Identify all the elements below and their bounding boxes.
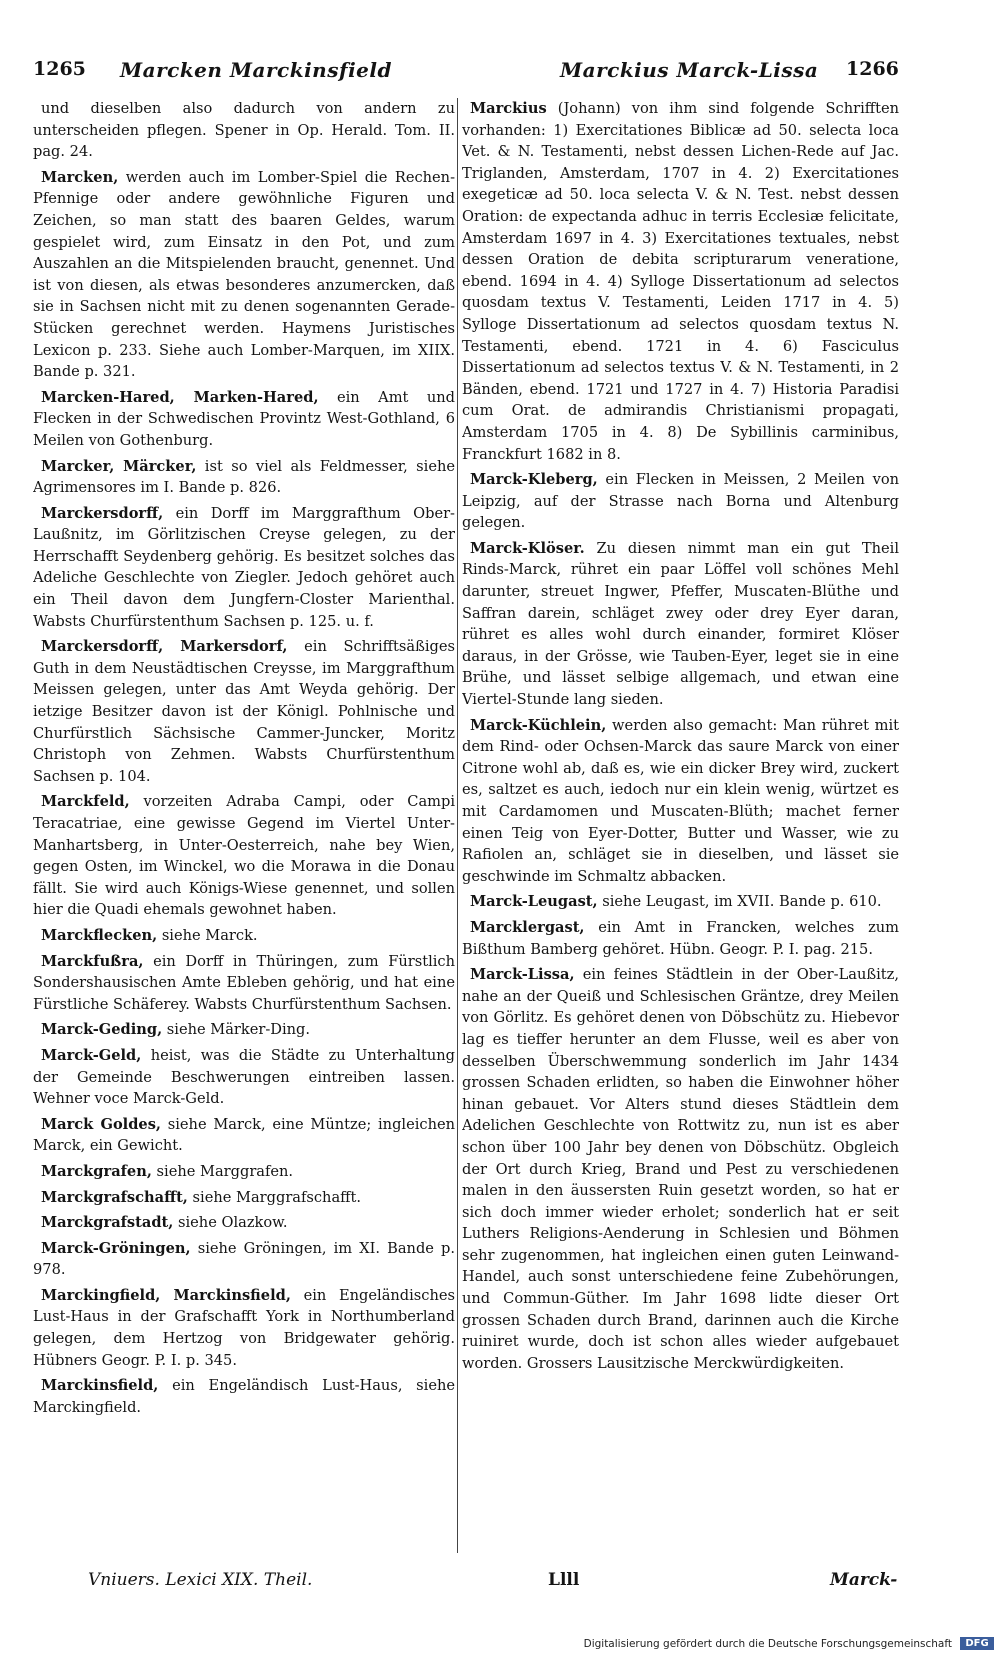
entry-text: ein Dorff im Marggrafthum Ober-Laußnitz, im Görlitzischen Creyse gelegen, zu der Herrschafft Seydenberg gehörig. Es besitzet solches das Adeliche Geschlechte von Ziegler. Jedoch gehöret auch ein Theil davon dem Jungfern-Closter Marienthal. Wabsts Churfürstenthum Sachsen p. 125. u. f. [33, 504, 455, 630]
dictionary-entry [33, 167, 455, 383]
dictionary-entry [33, 1212, 455, 1234]
column-divider [457, 98, 458, 1553]
entry-lemma: Marck Goldes, [41, 1115, 162, 1133]
footer-signature: Llll [548, 1570, 580, 1590]
entry-text: ein Engeländisch Lust-Haus, siehe Marckingfield. [33, 1377, 455, 1416]
entry-text: siehe Leugast, im XVII. Bande p. 610. [602, 893, 882, 911]
dictionary-entry [462, 964, 899, 1374]
entry-text: siehe Olazkow. [178, 1214, 288, 1232]
entry-text: vorzeiten Adraba Campi, oder Campi Teracatriae, eine gewisse Gegend im Viertel Unter-Manhartsberg, in Unter-Oesterreich, nahe bey Wien, gegen Osten, im Winckel, wo die Morawa in die Donau fällt. Sie wird auch Königs-Wiese genennet, und sollen hier die Quadi ehemals gewohnet haben. [33, 793, 455, 919]
entry-text: ein Flecken in Meissen, 2 Meilen von Leipzig, auf der Strasse nach Borna und Altenburg gelegen. [462, 471, 899, 532]
entry-lemma: Marcken-Hared, Marken-Hared, [41, 388, 319, 406]
entry-text: heist, was die Städte zu Unterhaltung der Gemeinde Beschwerungen eintreiben lassen. Wehner voce Marck-Geld. [33, 1046, 455, 1108]
entry-text: siehe Märker-Ding. [166, 1021, 311, 1039]
dictionary-entry [462, 917, 899, 960]
entry-lemma: Marckgrafstadt, [41, 1214, 174, 1232]
dictionary-entry [33, 1187, 455, 1209]
entry-text: werden also gemacht: Man rühret mit dem Rind- oder Ochsen-Marck das saure Marck von einer Citrone wohl ab, daß es, wie ein dicker Brey wird, zuckert es, saltzet es auch, iedoch nur ein klein wenig, würtzet es mit Cardamomen und Muscaten-Blüth; machet ferner einen Teig von Eyer-Dotter, Butter und Wasser, wie zu Rafiolen an, schläget sie in dieselben, und lässet sie geschwinde im Schmaltz abbacken. [462, 716, 899, 885]
entry-lemma: Marck-Gröningen, [41, 1239, 191, 1257]
dictionary-entry [33, 1375, 455, 1418]
entry-lemma: Marckersdorff, [41, 504, 164, 522]
entry-text: siehe Marck, eine Müntze; ingleichen Marck, ein Gewicht. [33, 1115, 455, 1155]
entry-lemma: Marckfeld, [41, 793, 130, 811]
footer-catchword: Marck- [830, 1570, 898, 1590]
entry-text: ein Schrifftsäßiges Guth in dem Neustädtischen Creysse, im Marggrafthum Meissen gelegen, unter das Amt Weyda gehörig. Der ietzige Besitzer davon ist der Königl. Pohlnische und Churfürstlich Sächsische Cammer-Juncker, Moritz Christoph von Zehmen. Wabsts Churfürstenthum Sachsen p. 104. [33, 638, 455, 785]
left-column [33, 98, 455, 1588]
digitization-credit: Digitalisierung gefördert durch die Deutsche Forschungsgemeinschaft [583, 1638, 952, 1650]
entry-text: ist so viel als Feldmesser, siehe Agrimensores im I. Bande p. 826. [33, 457, 455, 497]
entry-text: Zu diesen nimmt man ein gut Theil Rinds-Marck, rühret ein paar Löffel voll schönes Mehl darunter, streuet Ingwer, Pfeffer, Muscaten-Blüthe und Saffran darein, schläget zwey oder drey Eyer daran, rühret es alles wohl durch einander, formiret Klöser daraus, in der Grösse, wie Tauben-Eyer, leget sie in eine Brühe, und lässet selbige allgemach, und etwan eine Viertel-Stunde lang sieden. [462, 539, 899, 709]
dictionary-entry [33, 636, 455, 787]
entry-lemma: Marck-Leugast, [470, 893, 598, 911]
dictionary-entry [33, 503, 455, 633]
entry-lemma: Marckflecken, [41, 926, 158, 944]
entry-text: werden auch im Lomber-Spiel die Rechen-Pfennige oder andere gewöhnliche Figuren und Zeichen, so man statt des baaren Geldes, warum gespielet wird, zum Einsatz in den Pot, und zum Auszahlen an die Mitspielenden braucht, genennet. Und ist von diesen, als etwas besonderes anzumercken, daß sie in Sachsen nicht mit zu denen sogenannten Gerade-Stücken gerechnet werden. Haymens Juristisches Lexicon p. 233. Siehe auch Lomber-Marquen, im XIIX. Bande p. 321. [33, 168, 455, 381]
right-running-headwords: Marckius Marck-Lissa [560, 58, 819, 82]
dictionary-entry [33, 951, 455, 1016]
dfg-logo: DFG [960, 1637, 994, 1650]
dictionary-entry [33, 456, 455, 499]
entry-text: ein Engeländisches Lust-Haus in der Grafschafft York in Northumberland gelegen, dem Hertzog von Bridgewater gehörig. Hübners Geogr. P. I. p. 345. [33, 1286, 455, 1369]
dictionary-entry [462, 715, 899, 888]
dictionary-entry [462, 538, 899, 711]
entry-text: (Johann) von ihm sind folgende Schrifften vorhanden: 1) Exercitationes Biblicæ ad 50. selecta loca Vet. & N. Testamenti, nebst dessen Lichen-Rede auf Jac. Triglanden, Amsterdam, 1707 in 4. 2) Exercitationes exegeticæ ad 50. loca selecta V. & N. Test. nebst dessen Oration: de expectanda adhuc in terris Ecclesiæ felicitate, Amsterdam 1697 in 4. 3) Exercitationes textuales, nebst dessen Oration de debita scripturarum veneratione, ebend. 1694 in 4. 4) Sylloge Dissertationum ad selectos quosdam textus V. Testamenti, Leiden 1717 in 4. 5) Sylloge Dissertationum ad selectos quosdam textus N. Testamenti, ebend. 1721 in 4. 6) Fasciculus Dissertationum ad selectos textus V. & N. Testamenti, in 2 Bänden, ebend. 1721 und 1727 in 4. 7) Historia Paradisi cum Orat. de admirandis Christianismi propagati, Amsterdam 1705 in 4. 8) De Sybillinis carminibus, Franckfurt 1682 in 8. [462, 100, 899, 463]
entry-text: ein Amt in Francken, welches zum Bißthum Bamberg gehöret. Hübn. Geogr. P. I. pag. 215. [462, 918, 899, 958]
entry-lemma: Marckius [470, 100, 547, 117]
entry-text: siehe Marggrafschafft. [192, 1188, 362, 1206]
entry-text: ein Amt und Flecken in der Schwedischen Provintz West-Gothland, 6 Meilen von Gothenburg. [33, 388, 455, 449]
entry-text: ein feines Städtlein in der Ober-Laußitz, nahe an der Queiß und Schlesischen Gräntze, drey Meilen von Görlitz. Es gehöret denen von Döbschütz zu. Hiebevor lag es tieffer herunter an dem Flusse, weil es aber von desselben Überschwemmung sonderlich im Jahr 1434 grossen Schaden erlidten, so haben die Einwohner höher hinan gebauet. Vor Alters stund dieses Städtlein dem Adelichen Geschlechte von Rottwitz zu, nun ist es aber schon über 100 Jahr bey denen von Döbschütz. Obgleich der Ort durch Krieg, Brand und Pest zu verschiedenen malen in den äussersten Ruin gesetzt worden, so hat er sich doch immer wieder erholet; sonderlich hat er seit Luthers Religions-Aenderung in Schlesien und Böhmen sehr zugenommen, hat ingleichen einen guten Leinwand-Handel, auch sonst unterschiedene feine Zubehörungen, und Commun-Güther. Im Jahr 1698 lidte dieser Ort grossen Schaden durch Brand, darinnen auch die Kirche ruiniret wurde, doch ist schon alles wieder aufgebauet worden. Grossers Lausitzische Merckwürdigkeiten. [462, 966, 899, 1372]
entry-lemma: Marckfußra, [41, 952, 144, 970]
entry-lemma: Marck-Klöser. [470, 539, 585, 557]
right-page-number: 1266 [846, 58, 899, 80]
entry-lemma: Marcklergast, [470, 918, 585, 936]
entry-lemma: Marckgrafschafft, [41, 1188, 188, 1206]
dictionary-entry [462, 98, 899, 465]
entry-text: ein Dorff in Thüringen, zum Fürstlich Sondershausischen Amte Ebleben gehörig, und hat eine Fürstliche Schäferey. Wabsts Churfürstenthum Sachsen. [33, 952, 455, 1013]
entry-text: siehe Marggrafen. [156, 1162, 294, 1180]
dictionary-entry [33, 387, 455, 452]
entry-text: siehe Gröningen, im XI. Bande p. 978. [33, 1239, 455, 1279]
entry-lemma: Marck-Küchlein, [470, 716, 607, 734]
entry-lemma: Marcken, [41, 168, 119, 186]
entry-lemma: Marcker, Märcker, [41, 457, 197, 475]
dictionary-entry [33, 1238, 455, 1281]
entry-lemma: Marck-Lissa, [470, 966, 575, 984]
dictionary-entry [33, 1285, 455, 1371]
dictionary-entry [33, 1045, 455, 1110]
entry-lemma: Marckgrafen, [41, 1162, 152, 1180]
page-header [0, 58, 1000, 88]
dictionary-entry [33, 98, 455, 163]
entry-text: siehe Marck. [161, 926, 258, 944]
entry-lemma: Marck-Geld, [41, 1046, 142, 1064]
left-running-headwords: Marcken Marckinsfield [120, 58, 392, 82]
dictionary-entry [462, 891, 899, 913]
right-column [462, 98, 899, 1588]
dictionary-entry [462, 469, 899, 534]
digitization-bar [0, 1636, 1000, 1653]
dictionary-entry [33, 791, 455, 921]
dictionary-entry [33, 1019, 455, 1041]
entry-text: und dieselben also dadurch von andern zu unterscheiden pflegen. Spener in Op. Herald. Tom. II. pag. 24. [33, 100, 455, 161]
entry-lemma: Marckingfield, Marckinsfield, [41, 1286, 291, 1304]
dictionary-entry [33, 925, 455, 947]
dictionary-entry [33, 1114, 455, 1157]
entry-lemma: Marckinsfield, [41, 1377, 159, 1395]
footer-volume: Vniuers. Lexici XIX. Theil. [88, 1570, 313, 1590]
entry-lemma: Marck-Kleberg, [470, 471, 598, 489]
dictionary-entry [33, 1161, 455, 1183]
entry-lemma: Marckersdorff, Markersdorf, [41, 638, 288, 656]
left-page-number: 1265 [33, 58, 86, 80]
entry-lemma: Marck-Geding, [41, 1021, 163, 1039]
